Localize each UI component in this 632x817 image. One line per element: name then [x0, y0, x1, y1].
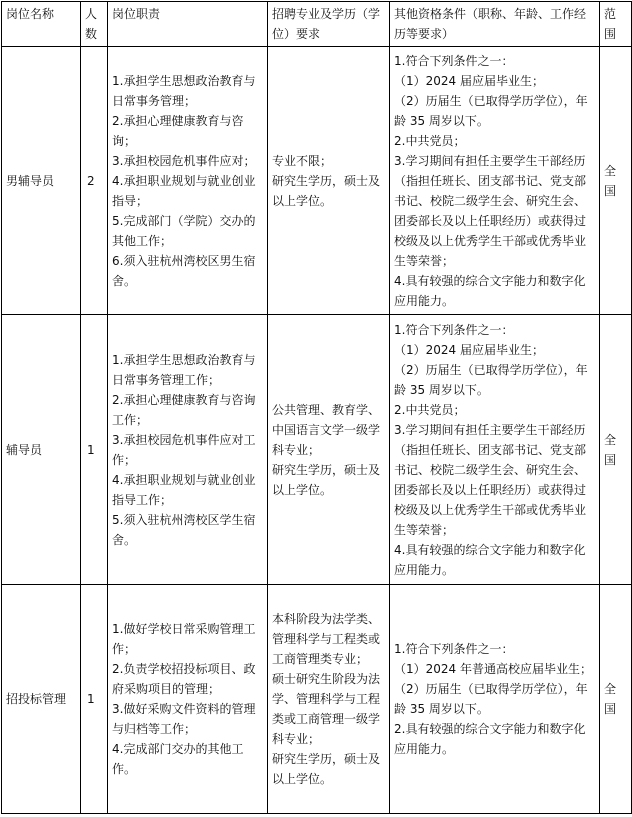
- position-name-cell: 男辅导员: [2, 47, 81, 315]
- duty-line: 2.负责学校招投标项目、政府采购项目的管理；: [112, 662, 256, 696]
- duty-line: 6.须入驻杭州湾校区男生宿舍。: [112, 253, 256, 288]
- major-line: 研究生学历，硕士及以上学位。: [272, 462, 381, 497]
- table-row: [2, 47, 632, 315]
- header-other-conditions: 其他资格条件（职称、年龄、工作经历等要求）: [390, 2, 600, 47]
- condition-line: （1）2024 届应届毕业生；: [394, 73, 544, 88]
- headcount-cell: 1: [81, 585, 108, 814]
- major-line: 研究生学历，硕士及以上学位。: [272, 752, 381, 786]
- header-scope: 范围: [600, 2, 632, 47]
- header-major-degree: 招聘专业及学历（学位）要求: [268, 2, 390, 47]
- conditions-cell: [390, 585, 600, 814]
- header-duties: 岗位职责: [108, 2, 268, 47]
- duty-line: 4.承担职业规划与就业创业指导工作；: [112, 472, 256, 507]
- position-name-cell: 辅导员: [2, 315, 81, 585]
- major-line: 本科阶段为法学类、管理科学与工程类或工商管理类专业；: [272, 612, 381, 666]
- condition-line: 2.具有较强的综合文字能力和数字化应用能力。: [394, 722, 586, 756]
- header-row: [2, 2, 632, 47]
- conditions-cell: [390, 315, 600, 585]
- header-position-name: 岗位名称: [2, 2, 81, 47]
- conditions-cell: [390, 47, 600, 315]
- major-cell: [268, 47, 390, 315]
- header-headcount: 人数: [81, 2, 108, 47]
- condition-line: （1）2024 届应届毕业生；: [394, 342, 544, 357]
- duty-line: 5.须入驻杭州湾校区学生宿舍。: [112, 512, 256, 547]
- condition-line: （2）历届生（已取得学历学位），年龄 35 周岁以下。: [394, 682, 588, 716]
- condition-line: 4.具有较强的综合文字能力和数字化应用能力。: [394, 273, 586, 308]
- duty-line: 4.承担职业规划与就业创业指导；: [112, 173, 256, 208]
- condition-line: 3.学习期间有担任主要学生干部经历（指担任班长、团支部书记、党支部书记、校院二级学生会、研究生会、团委部长及以上任职经历）或获得过校级及以上优秀学生干部或优秀毕业生等荣誉；: [394, 422, 587, 537]
- condition-line: （2）历届生（已取得学历学位），年龄 35 周岁以下。: [394, 362, 588, 397]
- major-line: 硕士研究生阶段为法学、管理科学与工程类或工商管理一级学科专业；: [272, 672, 381, 746]
- table-row: [2, 585, 632, 814]
- duty-line: 2.承担心理健康教育与咨询；: [112, 113, 244, 148]
- duty-line: 1.做好学校日常采购管理工作；: [112, 622, 256, 656]
- recruitment-table: [1, 1, 632, 814]
- major-line: 公共管理、教育学、中国语言文学一级学科专业；: [272, 402, 381, 457]
- scope-cell: 全国: [600, 585, 632, 814]
- condition-line: （1）2024 年普通高校应届毕业生；: [394, 662, 592, 676]
- condition-line: 1.符合下列条件之一：: [394, 53, 514, 68]
- condition-line: 3.学习期间有担任主要学生干部经历（指担任班长、团支部书记、党支部书记、校院二级学生会、研究生会、团委部长及以上任职经历）或获得过校级及以上优秀学生干部或优秀毕业生等荣誉；: [394, 153, 587, 268]
- scope-cell: 全国: [600, 315, 632, 585]
- duty-line: 3.承担校园危机事件应对工作；: [112, 432, 256, 467]
- duty-line: 3.承担校园危机事件应对；: [112, 153, 256, 168]
- condition-line: 1.符合下列条件之一：: [394, 322, 514, 337]
- major-line: 研究生学历，硕士及以上学位。: [272, 173, 381, 208]
- duty-line: 3.做好采购文件资料的管理与归档等工作；: [112, 702, 256, 736]
- duties-cell: [108, 585, 268, 814]
- major-cell: [268, 585, 390, 814]
- position-name-cell: 招投标管理: [2, 585, 81, 814]
- recruitment-table-container: [0, 1, 632, 817]
- headcount-cell: 2: [81, 47, 108, 315]
- major-line: 专业不限；: [272, 153, 333, 168]
- major-cell: [268, 315, 390, 585]
- duty-line: 1.承担学生思想政治教育与日常事务管理；: [112, 73, 256, 108]
- duties-cell: [108, 47, 268, 315]
- table-row: [2, 315, 632, 585]
- condition-line: 2.中共党员；: [394, 402, 466, 417]
- duties-cell: [108, 315, 268, 585]
- condition-line: 2.中共党员；: [394, 133, 466, 148]
- duty-line: 4.完成部门交办的其他工作。: [112, 742, 244, 776]
- duty-line: 5.完成部门（学院）交办的其他工作；: [112, 213, 256, 248]
- duty-line: 1.承担学生思想政治教育与日常事务管理工作；: [112, 352, 256, 387]
- scope-cell: 全国: [600, 47, 632, 315]
- headcount-cell: 1: [81, 315, 108, 585]
- duty-line: 2.承担心理健康教育与咨询工作；: [112, 392, 256, 427]
- condition-line: 4.具有较强的综合文字能力和数字化应用能力。: [394, 542, 586, 577]
- condition-line: 1.符合下列条件之一：: [394, 642, 514, 656]
- condition-line: （2）历届生（已取得学历学位），年龄 35 周岁以下。: [394, 93, 588, 128]
